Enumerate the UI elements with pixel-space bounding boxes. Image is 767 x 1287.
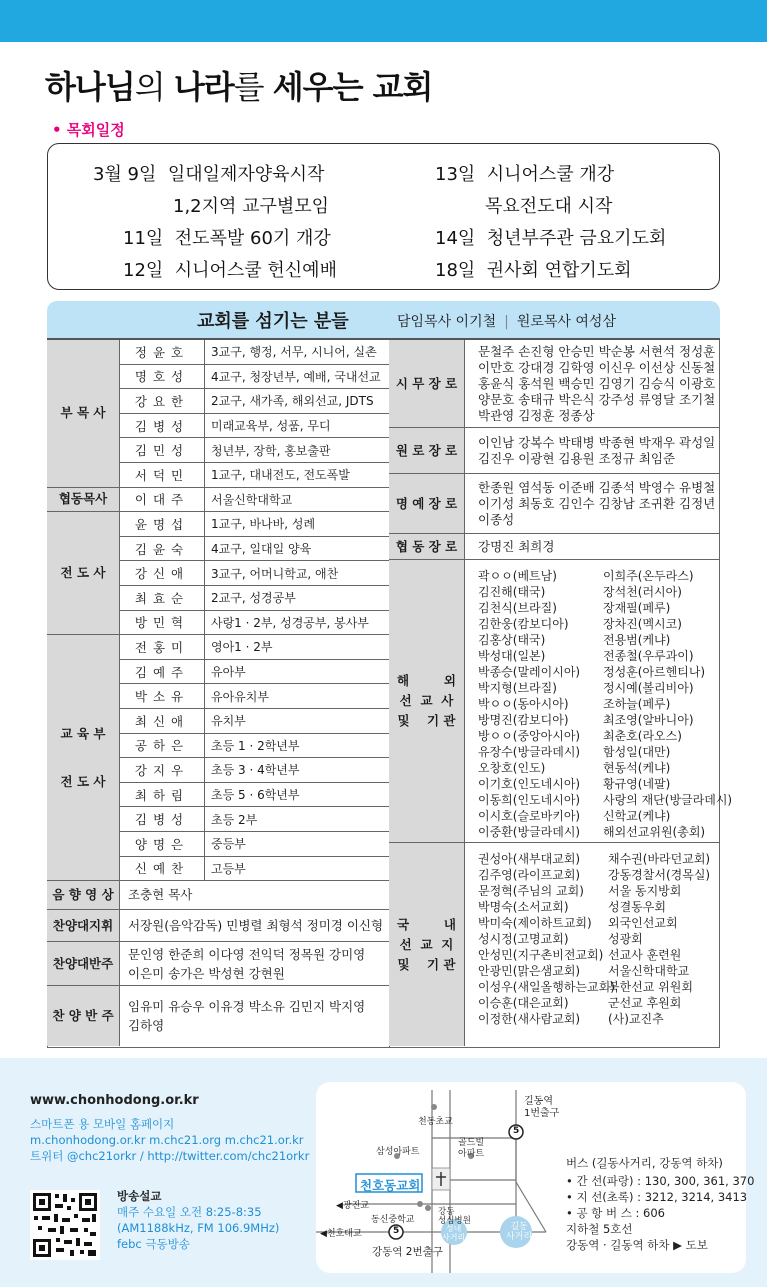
elder-line: 박관영 김정훈 정종상 (478, 407, 595, 423)
staff-name: 강요한 (120, 389, 205, 414)
staff-name: 정윤호 (120, 340, 205, 365)
mission-item: 안성민(지구촌비전교회) (478, 948, 604, 962)
category-label: 전 도 사 (47, 512, 120, 635)
staff-name: 김민성 (120, 438, 205, 463)
staff-duty: 3교구, 행정, 서무, 시니어, 실촌 (205, 340, 389, 365)
category-label-line: 및 기 관 (397, 956, 456, 972)
category-label-line: 국 내 (397, 916, 456, 932)
staff-duty: 청년부, 장학, 홍보출판 (205, 438, 389, 463)
choir-accompanists (120, 942, 389, 986)
missionary-item: 김진해(태국) (478, 585, 546, 599)
missionary-item: 이희주(온두라스) (603, 569, 694, 583)
accompanist-line: 김하영 (128, 1018, 165, 1034)
category-label-line: 선 교 지 (399, 936, 454, 952)
praise-accompanists (120, 986, 389, 1046)
mobile-label: 스마트폰 용 모바일 홈페이지 (30, 1117, 175, 1131)
elder-line: 이종성 (478, 511, 515, 527)
subway-text: 강동역 · 길동역 하차 ▶ 도보 (566, 1238, 708, 1252)
missionary-item: 최춘호(라오스) (603, 729, 682, 743)
staff-duty: 유아부 (205, 660, 389, 685)
broadcast-station: febc 극동방송 (117, 1237, 190, 1251)
active-elders-list (465, 340, 720, 428)
missionary-item: 사랑의 재단(방글라데시) (603, 793, 733, 807)
missionary-item: 함성일(대만) (603, 745, 671, 759)
mission-item: 권성아(새부대교회) (478, 852, 581, 866)
staff-name: 김윤숙 (120, 537, 205, 562)
map-label: 삼성아파트 (376, 1147, 420, 1157)
missionary-item: 조하늘(페루) (603, 697, 671, 711)
staff-name: 최하림 (120, 783, 205, 808)
staff-duty: 2교구, 성경공부 (205, 586, 389, 611)
elder-line: 한종원 염석동 이준배 김종석 박영수 유병철 (478, 479, 716, 495)
mission-item: 박명숙(소서교회) (478, 900, 569, 914)
category-label (389, 843, 465, 1046)
elder-line: 김진우 이광현 김용원 조정규 최임준 (478, 450, 676, 466)
staff-name: 명호성 (120, 365, 205, 390)
broadcast-title: 방송설교 (117, 1189, 162, 1203)
church-label: 천호동교회 (360, 1178, 421, 1193)
missionary-item: 신학교(케냐) (603, 809, 671, 823)
servers-title: 교회를 섬기는 분들 (197, 311, 349, 332)
accompanist-line: 이은미 송가은 박성현 강현원 (128, 965, 285, 981)
missionary-item: 전종철(우루과이) (603, 649, 694, 663)
staff-duty: 중등부 (205, 832, 389, 857)
mission-item: 안광민(맑은샘교회) (478, 964, 581, 978)
staff-duty: 3교구, 어머니학교, 애찬 (205, 561, 389, 586)
staff-name: 공하은 (120, 734, 205, 759)
bus-line: • 공 항 버 스 : 606 (566, 1206, 665, 1220)
staff-duty: 4교구, 일대일 양육 (205, 537, 389, 562)
staff-duty: 초등 2부 (205, 807, 389, 832)
missionary-item: 해외선교위원(총회) (603, 825, 706, 839)
staff-name: 전홍미 (120, 635, 205, 660)
mobile-urls[interactable]: m.chonhodong.or.kr m.chc21.org m.chc21.or.kr (30, 1133, 304, 1147)
mission-item: 이정한(새사람교회) (478, 1012, 581, 1026)
missionary-item: 정시예(볼리비아) (603, 681, 694, 695)
mission-item: 이성우(새일올행하는교회) (478, 980, 615, 994)
elder-line: 양문호 송태규 박은식 강주성 류영달 조기철 (478, 391, 716, 407)
mission-item: 북한선교 위원회 (608, 980, 693, 994)
bus-title: 버스 (길동사거리, 강동역 하차) (566, 1156, 723, 1170)
honorary-elders-list (465, 474, 720, 534)
staff-duty: 초등 1 · 2학년부 (205, 734, 389, 759)
staff-name: 김예주 (120, 660, 205, 685)
staff-duty: 초등 3 · 4학년부 (205, 758, 389, 783)
elder-line: 이인남 강복수 박태병 박종현 박재우 곽성일 (478, 434, 716, 450)
missionary-item: 장차진(멕시코) (603, 617, 682, 631)
mission-item: 성결동우회 (608, 900, 666, 914)
staff-name: 최효순 (120, 586, 205, 611)
broadcast-info (117, 1188, 279, 1252)
staff-name: 김병성 (120, 414, 205, 439)
staff-name: 윤명섭 (120, 512, 205, 537)
missionary-item: 현동석(케냐) (603, 761, 671, 775)
bus-line: • 간 선(파랑) : 130, 300, 361, 370 (566, 1174, 755, 1188)
category-label-line: 및 기 관 (397, 713, 456, 728)
choir-directors: 서장원(음악감독) 민병렬 최형석 정미경 이신형 (120, 910, 389, 943)
map-label: 강동역 2번출구 (372, 1246, 443, 1258)
missionary-item: 이기호(인도네시아) (478, 777, 581, 791)
missionary-item: 박지형(브라질) (478, 681, 557, 695)
accompanist-line: 문인영 한준희 이다영 전익덕 정목원 강미영 (128, 946, 366, 962)
staff-name: 최신애 (120, 709, 205, 734)
staff-duty: 서울신학대학교 (205, 488, 389, 513)
elder-line: 이만호 강대경 김학영 이신우 이선상 신동철 (478, 359, 716, 375)
schedule-item: 목요전도대 시작 (485, 196, 613, 217)
missionary-item: 이동희(인도네시아) (478, 793, 581, 807)
mission-item: 김주영(라이프교회) (478, 868, 581, 882)
pastor-line: 담임목사 이기철 | 원로목사 여성삼 (397, 314, 616, 330)
mission-item: 채수권(바라던교회) (608, 852, 711, 866)
staff-duty: 4교구, 청장년부, 예배, 국내선교 (205, 365, 389, 390)
broadcast-freq: (AM1188kHz, FM 106.9MHz) (117, 1221, 280, 1235)
staff-name: 강지우 (120, 758, 205, 783)
mission-item: 선교사 훈련원 (608, 948, 682, 962)
staff-name: 양명은 (120, 832, 205, 857)
staff-duty: 초등 5 · 6학년부 (205, 783, 389, 808)
missionary-item: 정성훈(아르헨티나) (603, 665, 706, 679)
schedule-label: • 목회일정 (52, 121, 125, 139)
missionary-item: 곽ㅇㅇ(베트남) (478, 569, 557, 583)
page-title: 하나님의 나라를 세우는 교회 (45, 68, 433, 106)
mission-item: 성광회 (608, 932, 643, 946)
missionary-item: 유장수(방글라데시) (478, 745, 581, 759)
category-label: 찬 양 반 주 (47, 986, 120, 1046)
mobile-links (30, 1116, 309, 1164)
staff-duty: 유아유치부 (205, 684, 389, 709)
line5-icon: 5 (513, 1126, 520, 1136)
map-label: 강동 성심병원 (438, 1207, 471, 1226)
category-label: 찬양대지휘 (47, 910, 120, 943)
missionary-item: 박ㅇㅇ(동아시아) (478, 697, 569, 711)
mission-item: 외국인선교회 (608, 916, 678, 930)
map-label: ◀천호대교 (320, 1229, 362, 1239)
staff-duty: 1교구, 대내전도, 전도폭발 (205, 463, 389, 488)
schedule-item: 13일 시니어스쿨 개강 (435, 164, 615, 185)
mission-item: 이승훈(대은교회) (478, 996, 569, 1010)
schedule-item: 12일 시니어스쿨 헌신예배 (123, 260, 337, 281)
category-label: 협 동 장 로 (389, 534, 465, 560)
map-label: ◀광진교 (336, 1201, 370, 1211)
emeritus-elders-list (465, 428, 720, 474)
mission-item: 박미숙(제이하트교회) (478, 916, 592, 930)
staff-duty: 사랑1 · 2부, 성경공부, 봉사부 (205, 611, 389, 636)
schedule-item: 14일 청년부주관 금요기도회 (435, 228, 667, 249)
staff-name: 신예찬 (120, 857, 205, 882)
missionary-item: 오창호(인도) (478, 761, 546, 775)
staff-duty: 미래교육부, 성품, 무디 (205, 414, 389, 439)
staff-duty: 2교구, 새가족, 해외선교, JDTS (205, 389, 389, 414)
schedule-item: 11일 전도폭발 60기 개강 (123, 228, 331, 249)
bus-line: • 지 선(초록) : 3212, 3214, 3413 (566, 1190, 748, 1204)
missionary-item: 김천식(브라질) (478, 601, 557, 615)
broadcast-time: 매주 수요일 오전 8:25-8:35 (117, 1205, 262, 1219)
overseas-col (603, 568, 732, 840)
missionary-item: 장재필(페루) (603, 601, 671, 615)
missionary-item: 황규영(네팔) (603, 777, 671, 791)
missionary-item: 이시호(슬로바키아) (478, 809, 581, 823)
missionary-item: 방ㅇㅇ(중앙아시아) (478, 729, 581, 743)
category-label: 찬양대반주 (47, 942, 120, 986)
cooperating-elders-list (465, 534, 720, 560)
domestic-col (478, 851, 615, 1027)
category-label: 음 향 영 상 (47, 881, 120, 910)
staff-name: 이대주 (120, 488, 205, 513)
elder-line: 이기성 최동호 김인수 김창남 조귀환 김정년 (478, 495, 716, 511)
staff-duty: 유치부 (205, 709, 389, 734)
servers-header (47, 301, 720, 338)
category-label: 명 예 장 로 (389, 474, 465, 534)
map-label: 골드빌 아파트 (458, 1138, 485, 1159)
category-label: 부 목 사 (47, 340, 120, 488)
missionary-item: 최조영(알바니아) (603, 713, 694, 727)
map-label: 성내 사거리 (442, 1224, 466, 1242)
schedule-item: 3월 9일 일대일제자양육시작 (93, 164, 325, 185)
qr-code-icon (30, 1190, 100, 1260)
media-staff: 조충현 목사 (120, 881, 389, 910)
overseas-list (465, 560, 733, 843)
missionary-item: 방명진(캄보디아) (478, 713, 569, 727)
staff-name: 강신애 (120, 561, 205, 586)
missionary-item: 장석천(러시아) (603, 585, 682, 599)
missionary-item: 김홍상(태국) (478, 633, 546, 647)
mission-item: 군선교 후원회 (608, 996, 682, 1010)
twitter-link[interactable]: 트위터 @chc21orkr / http://twitter.com/chc21orkr (30, 1149, 310, 1163)
staff-duty: 고등부 (205, 857, 389, 882)
category-label: 시 무 장 로 (389, 340, 465, 428)
transit-info (566, 1155, 754, 1253)
mission-item: (사)교진추 (608, 1012, 664, 1026)
mission-item: 서울신학대학교 (608, 964, 690, 978)
mission-item: 문정혁(주님의 교회) (478, 884, 584, 898)
missionary-item: 김한웅(캄보디아) (478, 617, 569, 631)
staff-duty: 1교구, 바나바, 성례 (205, 512, 389, 537)
elder-line: 문철주 손진형 안승민 박순봉 서현석 정성훈 (478, 343, 716, 359)
category-label: 원 로 장 로 (389, 428, 465, 474)
staff-name: 박소유 (120, 684, 205, 709)
elder-line: 홍윤식 홍석원 백승민 김영기 김승식 이광호 (478, 375, 716, 391)
category-label-line: 해 외 (397, 673, 456, 688)
schedule-item: 18일 권사회 연합기도회 (435, 260, 632, 281)
top-banner (0, 0, 767, 42)
category-label (47, 635, 120, 881)
line5-icon: 5 (393, 1226, 400, 1236)
schedule-item: 1,2지역 교구별모임 (173, 196, 330, 217)
website-link[interactable]: www.chonhodong.or.kr (30, 1093, 199, 1108)
map-label: 동신중학교 (371, 1215, 415, 1225)
staff-name: 김병성 (120, 807, 205, 832)
staff-name: 서덕민 (120, 463, 205, 488)
missionary-item: 박성대(일본) (478, 649, 546, 663)
map-label: 길동 사거리 (506, 1222, 533, 1242)
domestic-col (608, 851, 710, 1027)
schedule-box (47, 143, 720, 290)
subway-title: 지하철 5호선 (566, 1222, 633, 1236)
staff-name: 방민혁 (120, 611, 205, 636)
staff-duty: 영아1 · 2부 (205, 635, 389, 660)
mission-item: 성시정(고명교회) (478, 932, 569, 946)
category-label-line: 전 도 사 (60, 773, 106, 789)
mission-item: 강동경찰서(경목실) (608, 868, 711, 882)
category-label: 협동목사 (47, 488, 120, 513)
mission-item: 서울 동지방회 (608, 884, 682, 898)
map-label: 길동역 1번출구 (524, 1096, 560, 1119)
category-label-line: 선 교 사 (399, 693, 454, 708)
domestic-list (465, 843, 720, 1046)
category-label-line: 교 육 부 (60, 725, 106, 741)
missionary-item: 박종승(말레이시아) (478, 665, 581, 679)
map-label: 천동초교 (418, 1117, 453, 1127)
elder-line: 강명진 최희경 (478, 538, 555, 554)
overseas-col (478, 568, 580, 840)
missionary-item: 이중환(방글라데시) (478, 825, 581, 839)
missionary-item: 전용범(케냐) (603, 633, 671, 647)
accompanist-line: 임유미 유승우 이유경 박소유 김민지 박지영 (128, 998, 366, 1014)
category-label (389, 560, 465, 843)
